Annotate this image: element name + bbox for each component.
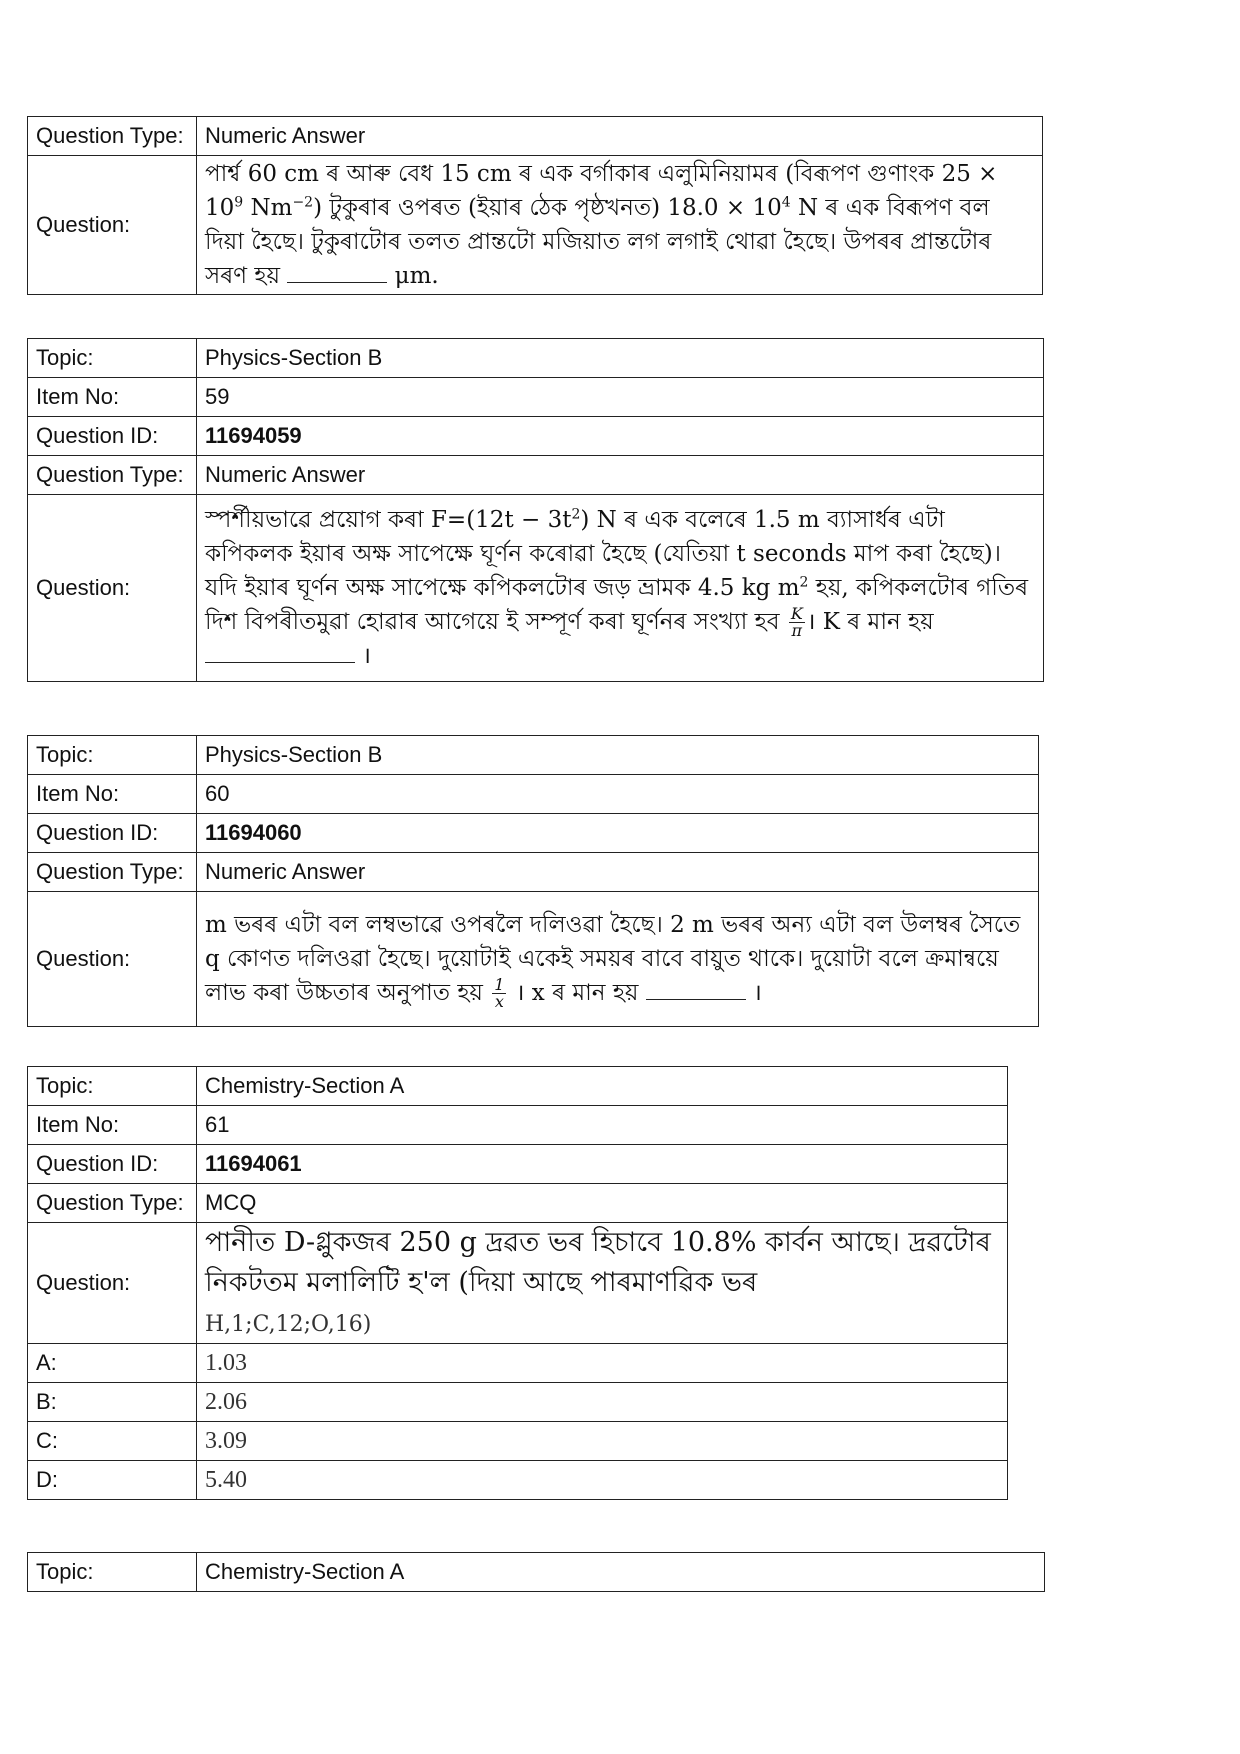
answer-blank xyxy=(646,979,746,1000)
question-row xyxy=(28,892,1039,1027)
question-label: Question: xyxy=(28,156,197,295)
option-d-value: 5.40 xyxy=(197,1461,1008,1500)
question-id-value: 11694059 xyxy=(197,417,1044,456)
topic-label: Topic: xyxy=(28,339,197,378)
topic-label: Topic: xyxy=(28,736,197,775)
item-no-row xyxy=(28,1106,1008,1145)
option-b-label: B: xyxy=(28,1383,197,1422)
option-b-row xyxy=(28,1383,1008,1422)
question-type-row xyxy=(28,853,1039,892)
question-row xyxy=(28,1223,1008,1344)
option-c-label: C: xyxy=(28,1422,197,1461)
option-d-row xyxy=(28,1461,1008,1500)
question-id-row xyxy=(28,417,1044,456)
question-61-table xyxy=(27,1066,1008,1500)
item-no-row xyxy=(28,378,1044,417)
topic-value: Chemistry-Section A xyxy=(197,1553,1045,1592)
question-row xyxy=(28,495,1044,682)
item-no-label: Item No: xyxy=(28,378,197,417)
topic-value: Physics-Section B xyxy=(197,339,1044,378)
question-type-value: Numeric Answer xyxy=(197,456,1044,495)
question-text: পানীত D-গ্লুকজৰ 250 g দ্ৰৱত ভৰ হিচাবে 10.8% কাৰ্বন আছে। দ্ৰৱটোৰ নিকটতম মলালিটি হ'ল (দিয়া আছে পাৰমাণৱিক ভৰ H,1;C,12;O,16) xyxy=(197,1223,1008,1344)
option-a-label: A: xyxy=(28,1344,197,1383)
item-no-value: 60 xyxy=(197,775,1039,814)
item-no-row xyxy=(28,775,1039,814)
fraction: $\frac{K}{\pi}$ xyxy=(790,604,803,641)
answer-blank xyxy=(287,262,387,283)
question-type-label: Question Type: xyxy=(28,117,197,156)
option-c-row xyxy=(28,1422,1008,1461)
item-no-value: 61 xyxy=(197,1106,1008,1145)
question-type-label: Question Type: xyxy=(28,1184,197,1223)
item-no-value: 59 xyxy=(197,378,1044,417)
topic-label: Topic: xyxy=(28,1553,197,1592)
question-type-value: MCQ xyxy=(197,1184,1008,1223)
topic-value: Physics-Section B xyxy=(197,736,1039,775)
question-type-row xyxy=(28,456,1044,495)
topic-row xyxy=(28,736,1039,775)
item-no-label: Item No: xyxy=(28,775,197,814)
topic-row xyxy=(28,1067,1008,1106)
question-label: Question: xyxy=(28,495,197,682)
fraction: $\frac{1}{x}$ xyxy=(494,975,505,1012)
option-d-label: D: xyxy=(28,1461,197,1500)
question-label: Question: xyxy=(28,1223,197,1344)
option-c-value: 3.09 xyxy=(197,1422,1008,1461)
question-type-row xyxy=(28,117,1043,156)
question-60-table xyxy=(27,735,1039,1027)
question-row xyxy=(28,156,1043,295)
question-59-table xyxy=(27,338,1044,682)
topic-label: Topic: xyxy=(28,1067,197,1106)
question-type-label: Question Type: xyxy=(28,456,197,495)
option-a-row xyxy=(28,1344,1008,1383)
question-id-row xyxy=(28,814,1039,853)
question-text: পাৰ্শ্ব 60 cm ৰ আৰু বেধ 15 cm ৰ এক বৰ্গাকাৰ এলুমিনিয়ামৰ (বিৰূপণ গুণাংক $25 \times 10^9$ $Nm^{-2}$) টুকুৰাৰ ওপৰত (ইয়াৰ ঠেক পৃষ্ঠখনত) $18.0 \times 10^4$ N ৰ এক বিৰূপণ বল দিয়া হৈছে। টুকুৰাটোৰ তলত প্ৰান্তটো মজিয়াত লগ লগাই থোৱা হৈছে। উপৰৰ প্ৰান্তটোৰ সৰণ হয় μm. xyxy=(197,156,1043,295)
answer-blank xyxy=(205,642,355,663)
question-type-value: Numeric Answer xyxy=(197,853,1039,892)
question-id-value: 11694060 xyxy=(197,814,1039,853)
question-62-table xyxy=(27,1552,1045,1592)
question-label: Question: xyxy=(28,892,197,1027)
item-no-label: Item No: xyxy=(28,1106,197,1145)
option-a-value: 1.03 xyxy=(197,1344,1008,1383)
question-text: স্পৰ্শীয়ভাৱে প্ৰয়োগ কৰা $F=(12t - 3t^2)$ N ৰ এক বলেৰে 1.5 m ব্যাসাৰ্ধৰ এটা কপিকলক ইয়াৰ অক্ষ সাপেক্ষে ঘূৰ্ণন কৰোৱা হৈছে (যেতিয়া t seconds মাপ কৰা হৈছে)। যদি ইয়াৰ ঘূৰ্ণন অক্ষ সাপেক্ষে কপিকলটোৰ জড় ভ্ৰামক 4.5 kg $m^2$ হয়, কপিকলটোৰ গতিৰ দিশ বিপৰীতমুৱা হোৱাৰ আগেয়ে ই সম্পূৰ্ণ কৰা ঘূৰ্ণনৰ সংখ্যা হব $\frac{K}{\pi}$ । K ৰ মান হয় । xyxy=(197,495,1044,682)
question-id-row xyxy=(28,1145,1008,1184)
topic-row xyxy=(28,339,1044,378)
question-58-table xyxy=(27,116,1043,295)
topic-value: Chemistry-Section A xyxy=(197,1067,1008,1106)
question-id-label: Question ID: xyxy=(28,417,197,456)
question-id-label: Question ID: xyxy=(28,814,197,853)
question-type-value: Numeric Answer xyxy=(197,117,1043,156)
question-type-row xyxy=(28,1184,1008,1223)
question-id-value: 11694061 xyxy=(197,1145,1008,1184)
topic-row xyxy=(28,1553,1045,1592)
question-text: m ভৰৰ এটা বল লম্বভাৱে ওপৰলৈ দলিওৱা হৈছে। 2 m ভৰৰ অন্য এটা বল উলম্বৰ সৈতে q কোণত দলিওৱা হৈছে। দুয়োটাই একেই সময়ৰ বাবে বায়ুত থাকে। দুয়োটা বলে ক্ৰমান্বয়ে লাভ কৰা উচ্চতাৰ অনুপাত হয় $\frac{1}{x}$ । x ৰ মান হয় । xyxy=(197,892,1039,1027)
question-id-label: Question ID: xyxy=(28,1145,197,1184)
option-b-value: 2.06 xyxy=(197,1383,1008,1422)
question-type-label: Question Type: xyxy=(28,853,197,892)
